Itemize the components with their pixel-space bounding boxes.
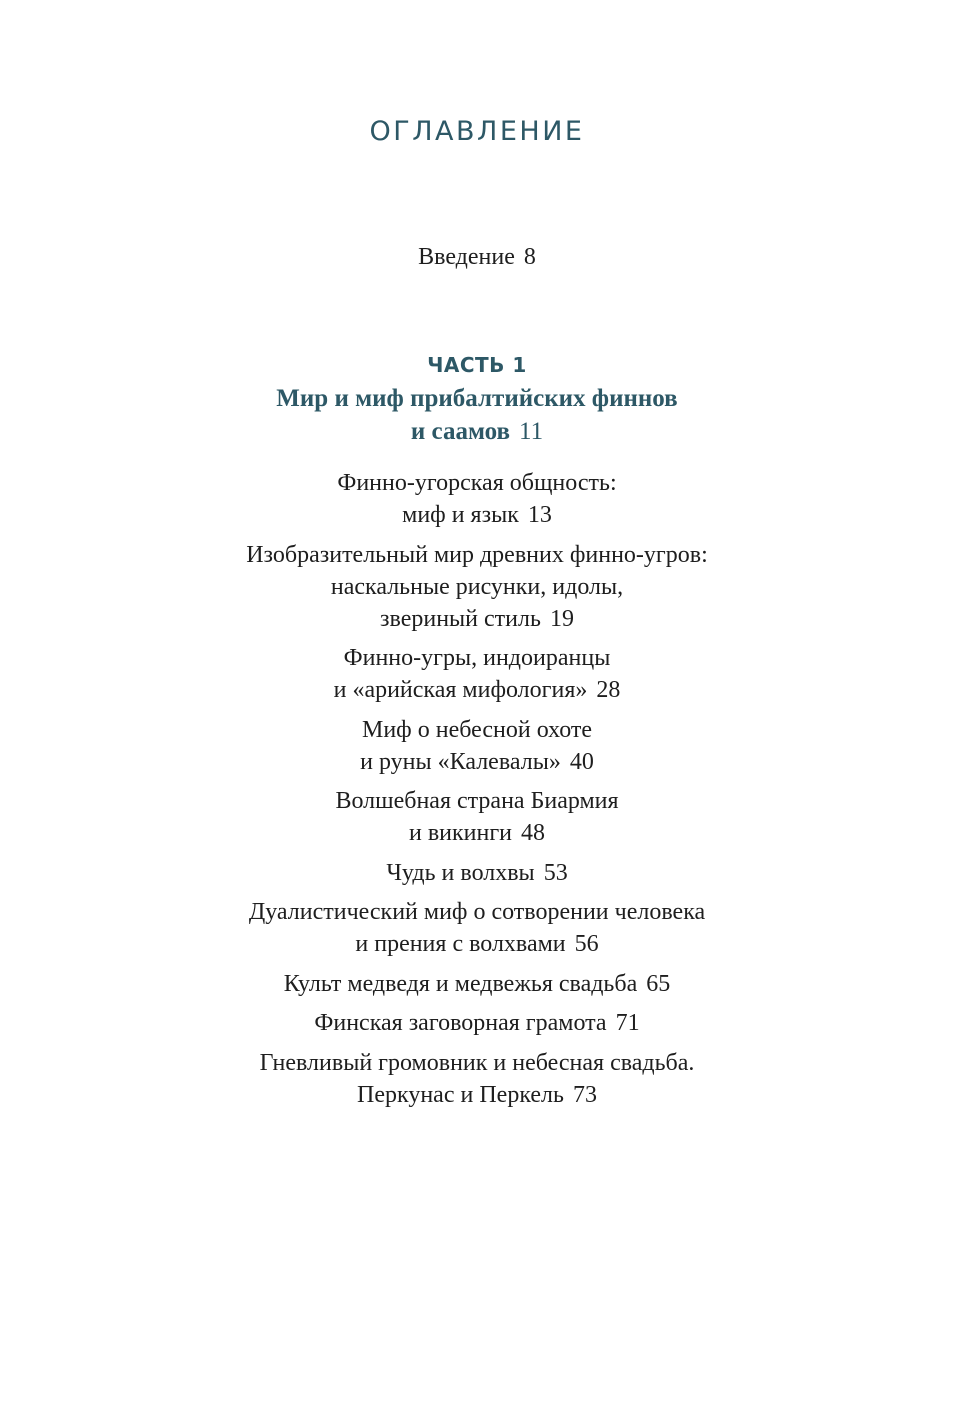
toc-page-number: 28 — [596, 677, 621, 703]
toc-entry-text: и викинги — [408, 820, 513, 846]
part-page-number: 11 — [519, 418, 544, 445]
toc-entry-text: Финская заговорная грамота — [314, 1010, 607, 1036]
toc-entry-text: звериный стиль — [380, 605, 541, 632]
toc-entry-line — [0, 467, 954, 499]
toc-entry-line — [0, 896, 954, 928]
toc-entry-text: миф и язык — [402, 502, 519, 528]
part-title-line: и саамов — [410, 418, 511, 445]
toc-page-number: 53 — [543, 859, 568, 886]
toc-entry-line — [0, 817, 954, 849]
part-title — [0, 382, 954, 448]
toc-entry-text: Гневливый громовник и небесная свадьба. — [259, 1049, 695, 1076]
toc-page-number: 56 — [574, 931, 599, 957]
toc-page-number: 13 — [527, 502, 552, 528]
toc-entry-text: Миф о небесной охоте — [361, 716, 593, 743]
part-label: ЧАСТЬ 1 — [427, 353, 527, 377]
toc-entry — [0, 785, 954, 849]
toc-page-number: 65 — [646, 970, 671, 997]
toc-entry-line — [0, 928, 954, 960]
toc-entry-line — [0, 571, 954, 603]
toc-entry-text: Культ медведя и медвежья свадьба — [283, 970, 638, 997]
toc-page-number: 71 — [615, 1010, 640, 1036]
toc-entry-text: Перкунас и Перкель — [357, 1081, 564, 1108]
toc-entry-line — [0, 785, 954, 817]
toc-page-number: 19 — [549, 605, 574, 632]
toc-entry-text: и прения с волхвами — [355, 931, 566, 957]
toc-entry-text: Волшебная страна Биармия — [335, 788, 619, 814]
toc-entry-line — [0, 1079, 954, 1111]
toc-entry-line — [0, 857, 954, 889]
toc-entry-line — [0, 1007, 954, 1039]
toc-entry — [0, 1047, 954, 1111]
toc-page-number: 8 — [523, 244, 536, 270]
toc-entry-text: Финно-угры, индоиранцы — [343, 645, 611, 671]
toc-entry — [0, 968, 954, 1000]
toc-entry-text: Дуалистический миф о сотворении человека — [248, 899, 706, 925]
toc-entry-line — [0, 968, 954, 1000]
toc-page-number: 40 — [569, 748, 594, 775]
toc-entry — [0, 642, 954, 706]
toc-entry-line — [0, 642, 954, 674]
toc-entry — [0, 467, 954, 531]
toc-page-number: 73 — [572, 1081, 597, 1108]
toc-entry-text: Чудь и волхвы — [386, 859, 535, 886]
toc-entry-line — [0, 539, 954, 571]
toc-entry-introduction — [0, 241, 954, 273]
toc-entry-line — [0, 603, 954, 635]
toc-entry-text: и руны «Калевалы» — [360, 748, 561, 775]
toc-entry — [0, 714, 954, 778]
toc-entry — [0, 896, 954, 960]
part-heading — [0, 348, 954, 448]
page-title: ОГЛАВЛЕНИЕ — [369, 116, 585, 147]
toc-entry — [0, 857, 954, 889]
toc-entry — [0, 539, 954, 635]
toc-entry-line — [0, 746, 954, 778]
part-title-line: Мир и миф прибалтийских финнов — [276, 385, 678, 412]
toc-entry-line — [0, 1047, 954, 1079]
toc-entry-text: и «арийская мифология» — [333, 677, 588, 703]
toc-entry — [0, 1007, 954, 1039]
toc-entry-text: Финно-угорская общность: — [337, 470, 617, 496]
toc-list — [0, 467, 954, 1118]
toc-entry-line — [0, 714, 954, 746]
toc-page-number: 48 — [521, 820, 546, 846]
part-title-line-last — [0, 415, 954, 448]
toc-entry-label: Введение — [418, 244, 515, 270]
toc-entry-line — [0, 674, 954, 706]
toc-entry-text: наскальные рисунки, идолы, — [330, 573, 624, 600]
toc-entry-text: Изобразительный мир древних финно-угров: — [246, 541, 708, 568]
toc-entry-line — [0, 499, 954, 531]
